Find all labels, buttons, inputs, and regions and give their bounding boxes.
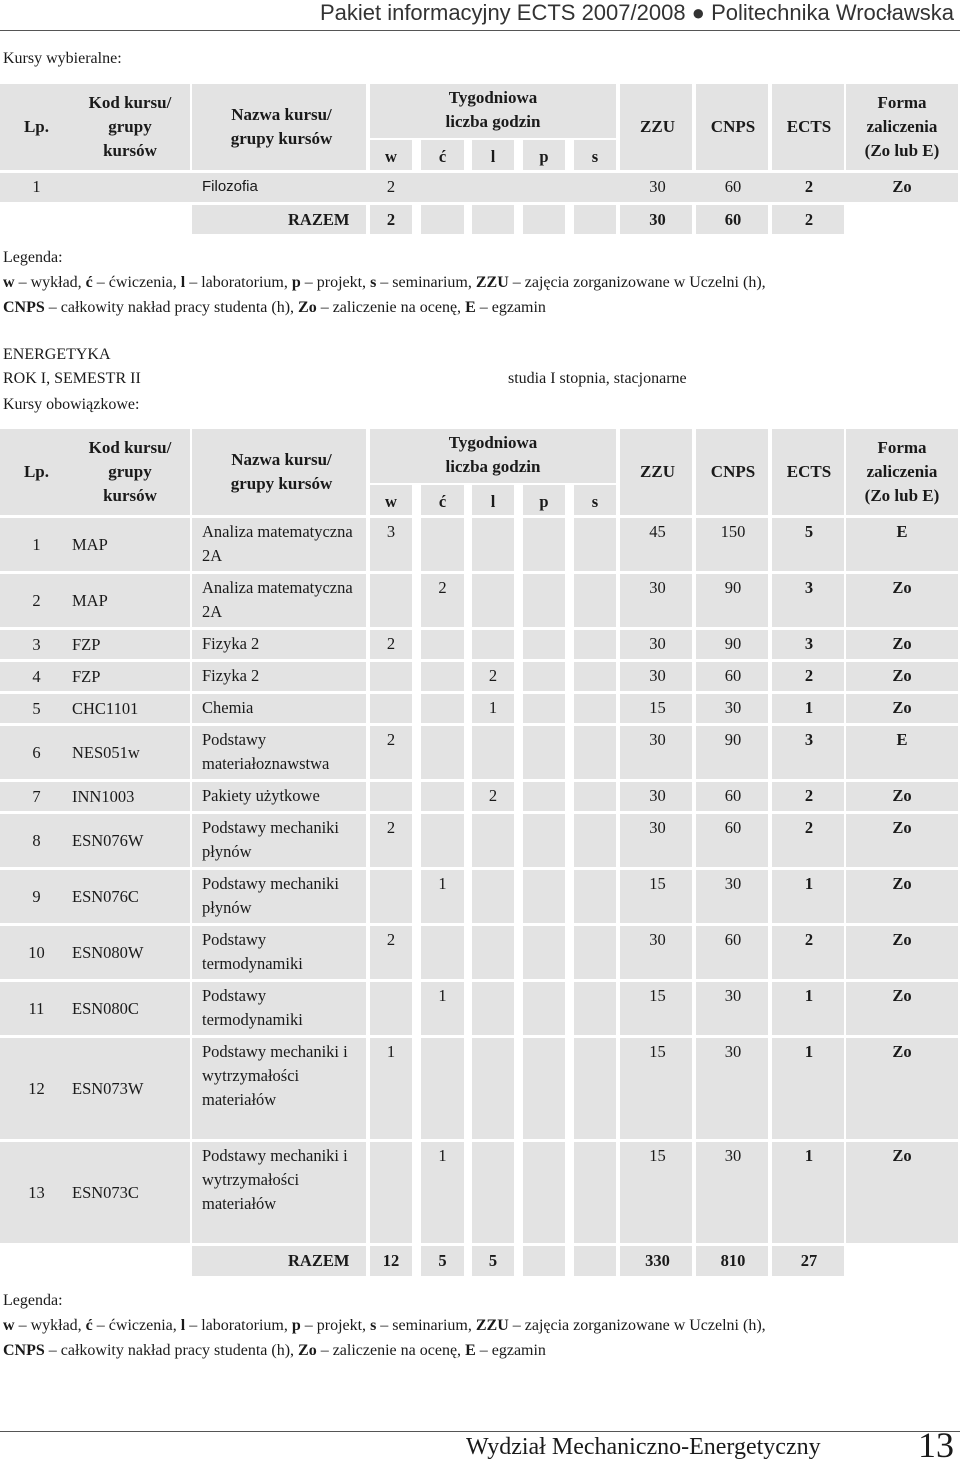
legend-key: ć: [85, 274, 93, 291]
cell-background: [472, 574, 514, 627]
cell-lp: 11: [28, 998, 45, 1018]
cell-background: [421, 782, 464, 811]
cell-nazwa: Podstawy materiałoznawstwa: [202, 730, 330, 773]
cell-zzu: 15: [649, 1042, 666, 1061]
cell-nazwa: Analiza matematyczna 2A: [202, 522, 353, 565]
cell-nazwa: Filozofia: [202, 178, 258, 195]
cell-lp: 8: [32, 830, 41, 850]
col-header-forma-line: Forma: [877, 438, 927, 457]
cell-zzu: 30: [649, 177, 666, 196]
cell-forma: Zo: [892, 634, 912, 653]
col-header-nazwa-line: Nazwa kursu/: [231, 450, 332, 469]
cell-c: 1: [438, 874, 447, 893]
cell-background: [370, 982, 412, 1035]
col-header-tygodniowa-line: liczba godzin: [445, 457, 541, 476]
col-header-forma-line: (Zo lub E): [864, 141, 940, 160]
cell-background: [370, 694, 412, 723]
legend-desc: – całkowity nakład pracy studenta (h),: [44, 299, 299, 316]
col-header-nazwa-line: grupy kursów: [230, 474, 333, 493]
legend-key: ZZU: [475, 1317, 509, 1334]
col-header-kod: [70, 91, 190, 163]
footer-faculty: Wydział Mechaniczno-Energetyczny: [466, 1434, 821, 1460]
cell-forma: E: [896, 522, 908, 541]
cell-ects: 1: [804, 698, 814, 717]
program-name: ENERGETYKA: [3, 346, 111, 363]
cell-background: [472, 726, 514, 779]
col-header-p: p: [539, 147, 549, 166]
cell-background: [574, 630, 616, 659]
cell-ects: 1: [804, 1146, 814, 1165]
cell-ects: 2: [804, 930, 814, 949]
cell-nazwa: Chemia: [202, 698, 254, 717]
cell-nazwa: Podstawy termodynamiki: [202, 986, 303, 1029]
cell-kod: MAP: [72, 590, 108, 610]
cell-lp: 6: [32, 742, 41, 762]
col-header-forma-line: zaliczenia: [866, 462, 938, 481]
cell-zzu: 30: [649, 634, 666, 653]
legend-key: CNPS: [3, 1342, 45, 1359]
cell-forma: Zo: [892, 1042, 912, 1061]
legend-desc: – ćwiczenia,: [92, 274, 181, 291]
cell-background: [523, 574, 565, 627]
cell-kod: FZP: [72, 634, 101, 654]
legend-desc: – egzamin: [475, 1342, 546, 1359]
cell-ects: 5: [804, 522, 814, 541]
cell-zzu: 45: [649, 522, 666, 541]
cell-nazwa: Pakiety użytkowe: [202, 786, 320, 805]
cell-background: [472, 814, 514, 867]
legend-key: CNPS: [3, 299, 45, 316]
cell-nazwa: Podstawy termodynamiki: [202, 930, 303, 973]
legend-desc: – projekt,: [300, 274, 371, 291]
legend-desc: – zajęcia zorganizowane w Uczelni (h),: [508, 1317, 766, 1334]
cell-forma: E: [896, 730, 908, 749]
cell-forma: Zo: [892, 986, 912, 1005]
total-c: 5: [438, 1251, 447, 1270]
col-header-s: s: [591, 147, 599, 166]
cell-forma: Zo: [892, 578, 912, 597]
cell-background: [370, 870, 412, 923]
page-header: [0, 0, 960, 31]
col-header-ects: [776, 460, 842, 484]
col-header-lp-line: Lp.: [23, 462, 50, 481]
col-header-ects-line: ECTS: [786, 117, 832, 136]
cell-background: [523, 694, 565, 723]
col-header-s: s: [591, 492, 599, 511]
cell-cnps: 30: [724, 874, 742, 893]
cell-ects: 1: [804, 874, 814, 893]
legend-title: Legenda:: [3, 249, 63, 266]
col-header-lp: [3, 460, 70, 484]
col-header-c: ć: [438, 492, 447, 511]
cell-background: [574, 205, 616, 234]
cell-background: [574, 518, 616, 571]
cell-lp: 2: [32, 590, 41, 610]
col-header-kod-line: Kod kursu/: [88, 93, 172, 112]
cell-cnps: 30: [724, 1146, 742, 1165]
col-header-p: p: [539, 492, 549, 511]
cell-lp: 10: [28, 942, 45, 962]
col-header-w: w: [385, 147, 397, 166]
cell-nazwa: Fizyka 2: [202, 666, 260, 685]
cell-zzu: 30: [649, 578, 666, 597]
cell-kod: ESN080W: [72, 942, 144, 962]
cell-cnps: 30: [724, 698, 742, 717]
cell-zzu: 30: [649, 930, 666, 949]
cell-background: [472, 982, 514, 1035]
cell-cnps: 30: [724, 986, 742, 1005]
cell-background: [523, 926, 565, 979]
cell-forma: Zo: [892, 666, 912, 685]
cell-lp: 9: [32, 886, 41, 906]
cell-forma: Zo: [892, 874, 912, 893]
cell-ects: 2: [804, 177, 814, 196]
col-header-forma-line: zaliczenia: [866, 117, 938, 136]
cell-background: [421, 814, 464, 867]
legend-key: Zo: [298, 1342, 317, 1359]
cell-w: 2: [386, 930, 396, 949]
cell-kod: FZP: [72, 666, 101, 686]
cell-background: [523, 870, 565, 923]
legend-key: l: [180, 274, 186, 291]
cell-background: [523, 1246, 565, 1276]
col-header-tygodniowa: [372, 431, 614, 479]
total-w: 12: [382, 1251, 400, 1270]
cell-zzu: 15: [649, 698, 666, 717]
cell-background: [574, 982, 616, 1035]
cell-kod: ESN076W: [72, 830, 144, 850]
cell-w: 2: [386, 730, 396, 749]
col-header-tygodniowa-line: Tygodniowa: [448, 88, 538, 107]
legend-key: ć: [85, 1317, 93, 1334]
elective-courses-title: Kursy wybieralne:: [3, 50, 122, 67]
col-header-tygodniowa-line: Tygodniowa: [448, 433, 538, 452]
legend-desc: – wykład,: [14, 274, 86, 291]
col-header-cnps-line: CNPS: [710, 462, 756, 481]
mandatory-courses-title: Kursy obowiązkowe:: [3, 396, 140, 413]
col-header-c: ć: [438, 147, 447, 166]
cell-background: [574, 782, 616, 811]
col-header-lp-line: Lp.: [23, 117, 50, 136]
col-header-kod: [70, 436, 190, 508]
cell-background: [574, 694, 616, 723]
cell-background: [472, 870, 514, 923]
cell-background: [574, 662, 616, 691]
cell-ects: 1: [804, 1042, 814, 1061]
cell-nazwa: Podstawy mechaniki płynów: [202, 874, 340, 917]
cell-nazwa: Fizyka 2: [202, 634, 260, 653]
cell-background: [574, 926, 616, 979]
cell-background: [472, 518, 514, 571]
total-label: RAZEM: [288, 1251, 350, 1270]
legend-key: E: [465, 299, 476, 316]
cell-background: [421, 518, 464, 571]
cell-w: 2: [386, 634, 396, 653]
cell-cnps: 90: [724, 578, 742, 597]
col-header-zzu-line: ZZU: [640, 462, 675, 481]
cell-background: [523, 1038, 565, 1139]
cell-l: 2: [488, 786, 498, 805]
cell-background: [574, 870, 616, 923]
cell-w: 2: [386, 177, 396, 196]
cell-kod: MAP: [72, 534, 108, 554]
cell-nazwa: Podstawy mechaniki i wytrzymałości materiałów: [202, 1042, 348, 1109]
cell-cnps: 150: [720, 522, 746, 541]
cell-lp: 1: [32, 534, 41, 554]
cell-kod: ESN076C: [72, 886, 139, 906]
col-header-nazwa: [198, 448, 365, 496]
cell-w: 3: [386, 522, 396, 541]
col-header-kod-line: Kod kursu/: [88, 438, 172, 457]
cell-cnps: 90: [724, 634, 742, 653]
cell-cnps: 60: [724, 666, 742, 685]
legend-line-2: [3, 1338, 766, 1363]
col-header-nazwa-line: grupy kursów: [230, 129, 333, 148]
legend-desc: – projekt,: [300, 1317, 371, 1334]
legend-desc: – laboratorium,: [185, 1317, 292, 1334]
legend-desc: – zajęcia zorganizowane w Uczelni (h),: [508, 274, 766, 291]
total-label: RAZEM: [288, 210, 350, 229]
col-header-zzu: [625, 460, 690, 484]
col-header-tygodniowa-line: liczba godzin: [445, 112, 541, 131]
col-header-kod-line: kursów: [103, 141, 157, 160]
cell-zzu: 15: [649, 1146, 666, 1165]
col-header-ects-line: ECTS: [786, 462, 832, 481]
cell-ects: 3: [804, 578, 814, 597]
col-header-cnps: [700, 460, 766, 484]
col-header-ects: [776, 115, 842, 139]
col-header-tygodniowa: [372, 86, 614, 134]
cell-zzu: 30: [649, 818, 666, 837]
cell-kod: ESN080C: [72, 998, 139, 1018]
cell-cnps: 60: [724, 786, 742, 805]
legend-desc: – ćwiczenia,: [92, 1317, 181, 1334]
legend-desc: – zaliczenie na ocenę,: [316, 1342, 466, 1359]
legend-line-1: [3, 1313, 766, 1338]
cell-cnps: 60: [724, 177, 742, 196]
total-l: 5: [488, 1251, 498, 1270]
cell-zzu: 30: [649, 786, 666, 805]
cell-background: [421, 726, 464, 779]
cell-background: [421, 926, 464, 979]
cell-cnps: 30: [724, 1042, 742, 1061]
col-header-kod-line: grupy: [108, 462, 152, 481]
cell-w: 1: [386, 1042, 396, 1061]
cell-ects: 2: [804, 786, 814, 805]
cell-c: 1: [438, 986, 447, 1005]
cell-l: 1: [488, 698, 498, 717]
cell-l: 2: [488, 666, 498, 685]
cell-background: [574, 726, 616, 779]
cell-background: [472, 1038, 514, 1139]
cell-kod: CHC1101: [72, 698, 139, 718]
col-header-forma: [848, 91, 956, 163]
cell-background: [370, 1142, 412, 1243]
cell-forma: Zo: [892, 1146, 912, 1165]
cell-background: [574, 814, 616, 867]
cell-nazwa: Analiza matematyczna 2A: [202, 578, 353, 621]
legend-desc: – całkowity nakład pracy studenta (h),: [44, 1342, 299, 1359]
legend-key: Zo: [298, 299, 317, 316]
cell-background: [421, 1038, 464, 1139]
col-header-kod-line: grupy: [108, 117, 152, 136]
total-cnps: 810: [720, 1251, 746, 1270]
cell-background: [421, 630, 464, 659]
col-header-zzu-line: ZZU: [640, 117, 675, 136]
legend-desc: – seminarium,: [376, 1317, 476, 1334]
cell-background: [574, 1038, 616, 1139]
col-header-l: l: [490, 147, 496, 166]
total-ects: 27: [800, 1251, 818, 1270]
cell-background: [574, 574, 616, 627]
cell-w: 2: [386, 818, 396, 837]
legend-key: ZZU: [475, 274, 509, 291]
cell-nazwa: Podstawy mechaniki i wytrzymałości materiałów: [202, 1146, 348, 1213]
col-header-forma-line: (Zo lub E): [864, 486, 940, 505]
cell-background: [472, 1142, 514, 1243]
total-zzu: 30: [649, 210, 666, 229]
cell-zzu: 15: [649, 986, 666, 1005]
header-title: Pakiet informacyjny ECTS 2007/2008 ● Politechnika Wrocławska: [319, 0, 954, 25]
cell-background: [421, 205, 464, 234]
legend-key: w: [3, 1317, 15, 1334]
cell-background: [472, 205, 514, 234]
total-zzu: 330: [645, 1251, 670, 1270]
cell-background: [523, 982, 565, 1035]
col-header-cnps-line: CNPS: [710, 117, 756, 136]
legend-line-1: [3, 270, 766, 295]
page-number: 13: [918, 1425, 954, 1465]
cell-background: [523, 1142, 565, 1243]
legend-key: l: [180, 1317, 186, 1334]
footer-rule: [0, 1431, 960, 1432]
col-header-nazwa: [198, 103, 365, 151]
cell-zzu: 30: [649, 730, 666, 749]
cell-background: [523, 662, 565, 691]
cell-forma: Zo: [892, 698, 912, 717]
cell-background: [523, 630, 565, 659]
cell-lp: 13: [28, 1182, 45, 1202]
cell-cnps: 90: [724, 730, 742, 749]
col-header-forma-line: Forma: [877, 93, 927, 112]
legend-desc: – wykład,: [14, 1317, 86, 1334]
legend-line-2: [3, 295, 766, 320]
cell-ects: 3: [804, 730, 814, 749]
cell-background: [523, 518, 565, 571]
legend-key: p: [291, 274, 301, 291]
cell-ects: 3: [804, 634, 814, 653]
legend-desc: – egzamin: [475, 299, 546, 316]
cell-lp: 7: [32, 786, 41, 806]
legend-key: s: [370, 1317, 377, 1334]
cell-background: [370, 662, 412, 691]
legend-key: s: [370, 274, 377, 291]
cell-zzu: 30: [649, 666, 666, 685]
cell-zzu: 15: [649, 874, 666, 893]
cell-kod: ESN073W: [72, 1078, 144, 1098]
cell-background: [523, 782, 565, 811]
cell-background: [523, 726, 565, 779]
cell-nazwa: Podstawy mechaniki płynów: [202, 818, 340, 861]
cell-background: [370, 782, 412, 811]
cell-cnps: 60: [724, 930, 742, 949]
cell-background: [574, 1246, 616, 1276]
col-header-w: w: [385, 492, 397, 511]
legend-title: Legenda:: [3, 1292, 63, 1309]
col-header-zzu: [625, 115, 690, 139]
cell-ects: 1: [804, 986, 814, 1005]
cell-background: [574, 1142, 616, 1243]
legend-key: w: [3, 274, 15, 291]
cell-background: [421, 694, 464, 723]
cell-forma: Zo: [892, 930, 912, 949]
cell-lp: 4: [32, 666, 41, 686]
cell-kod: ESN073C: [72, 1182, 139, 1202]
cell-forma: Zo: [892, 177, 912, 196]
cell-lp: 1: [32, 177, 41, 196]
cell-background: [421, 662, 464, 691]
col-header-l: l: [490, 492, 496, 511]
cell-background: [523, 205, 565, 234]
cell-background: [472, 630, 514, 659]
col-header-nazwa-line: Nazwa kursu/: [231, 105, 332, 124]
legend-key: E: [465, 1342, 476, 1359]
cell-forma: Zo: [892, 818, 912, 837]
legend-block-2: [3, 1288, 766, 1363]
total-ects: 2: [804, 210, 814, 229]
total-cnps: 60: [724, 210, 742, 229]
legend-desc: – laboratorium,: [185, 274, 292, 291]
cell-kod: NES051w: [72, 742, 140, 762]
cell-forma: Zo: [892, 786, 912, 805]
cell-background: [523, 814, 565, 867]
cell-ects: 2: [804, 818, 814, 837]
legend-desc: – seminarium,: [376, 274, 476, 291]
col-header-cnps: [700, 115, 766, 139]
study-type: studia I stopnia, stacjonarne: [508, 370, 687, 387]
col-header-lp: [3, 115, 70, 139]
cell-lp: 5: [32, 698, 41, 718]
legend-desc: – zaliczenie na ocenę,: [316, 299, 466, 316]
legend-key: p: [291, 1317, 301, 1334]
cell-background: [370, 574, 412, 627]
cell-cnps: 60: [724, 818, 742, 837]
col-header-forma: [848, 436, 956, 508]
semester-label: ROK I, SEMESTR II: [3, 370, 141, 387]
cell-c: 2: [438, 578, 447, 597]
cell-lp: 12: [28, 1078, 45, 1098]
cell-background: [472, 926, 514, 979]
legend-block-1: [3, 245, 766, 320]
cell-kod: INN1003: [72, 786, 135, 806]
cell-c: 1: [438, 1146, 447, 1165]
cell-ects: 2: [804, 666, 814, 685]
cell-lp: 3: [32, 634, 41, 654]
col-header-kod-line: kursów: [103, 486, 157, 505]
total-w: 2: [386, 210, 396, 229]
